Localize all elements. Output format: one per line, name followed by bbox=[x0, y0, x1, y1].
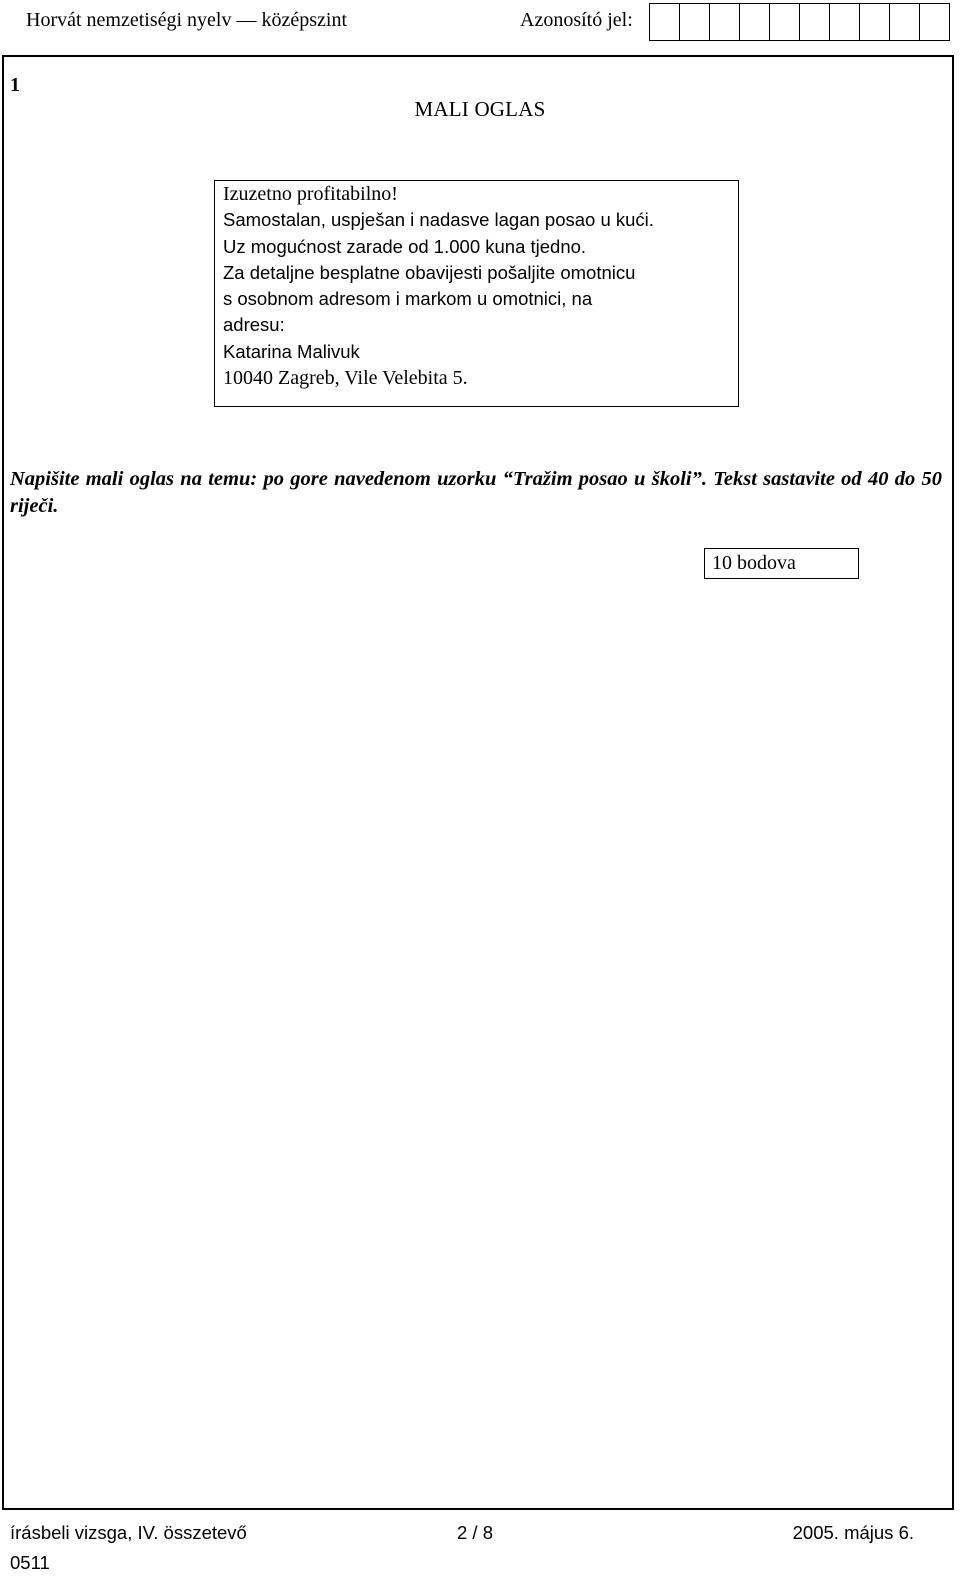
footer-exam: írásbeli vizsga, IV. összetevő bbox=[10, 1522, 247, 1543]
ad-line: Samostalan, uspješan i nadasve lagan posao u kući. bbox=[223, 209, 654, 231]
ad-line: 10040 Zagreb, Vile Velebita 5. bbox=[223, 367, 468, 390]
ad-line: s osobnom adresom i markom u omotnici, na bbox=[223, 288, 593, 310]
id-code-boxes bbox=[649, 3, 950, 41]
ad-line: Katarina Malivuk bbox=[223, 340, 360, 362]
footer-page-number: 2 / 8 bbox=[457, 1522, 493, 1543]
task-number: 1 bbox=[10, 74, 20, 96]
id-box[interactable] bbox=[650, 4, 680, 40]
id-box[interactable] bbox=[890, 4, 920, 40]
exam-subject: Horvát nemzetiségi nyelv — középszint bbox=[26, 9, 348, 31]
instruction-text-end: . Tekst sastavite od 40 do 50 riječi. bbox=[10, 468, 942, 517]
ad-line: Uz mogućnost zarade od 1.000 kuna tjedno. bbox=[223, 235, 587, 257]
instruction-topic: “Tražim posao u školi” bbox=[502, 468, 702, 490]
sample-ad-box bbox=[214, 180, 739, 407]
ad-line: Izuzetno profitabilno! bbox=[223, 183, 398, 205]
id-box[interactable] bbox=[800, 4, 830, 40]
id-box[interactable] bbox=[710, 4, 740, 40]
id-box[interactable] bbox=[680, 4, 710, 40]
id-box[interactable] bbox=[860, 4, 890, 40]
ad-line: adresu: bbox=[223, 314, 285, 336]
task-title: MALI OGLAS bbox=[414, 97, 546, 121]
instruction-text: Napišite mali oglas na temu: po gore navedenom uzorku bbox=[10, 468, 503, 490]
id-box[interactable] bbox=[740, 4, 770, 40]
points-box: 10 bodova bbox=[704, 548, 859, 579]
task-instruction bbox=[10, 466, 942, 520]
id-label: Azonosító jel: bbox=[520, 9, 633, 31]
id-box[interactable] bbox=[920, 4, 950, 40]
footer-date: 2005. május 6. bbox=[792, 1522, 914, 1543]
ad-line: Za detaljne besplatne obavijesti pošaljite omotnicu bbox=[223, 261, 636, 283]
id-box[interactable] bbox=[770, 4, 800, 40]
id-box[interactable] bbox=[830, 4, 860, 40]
footer-code: 0511 bbox=[10, 1552, 50, 1573]
